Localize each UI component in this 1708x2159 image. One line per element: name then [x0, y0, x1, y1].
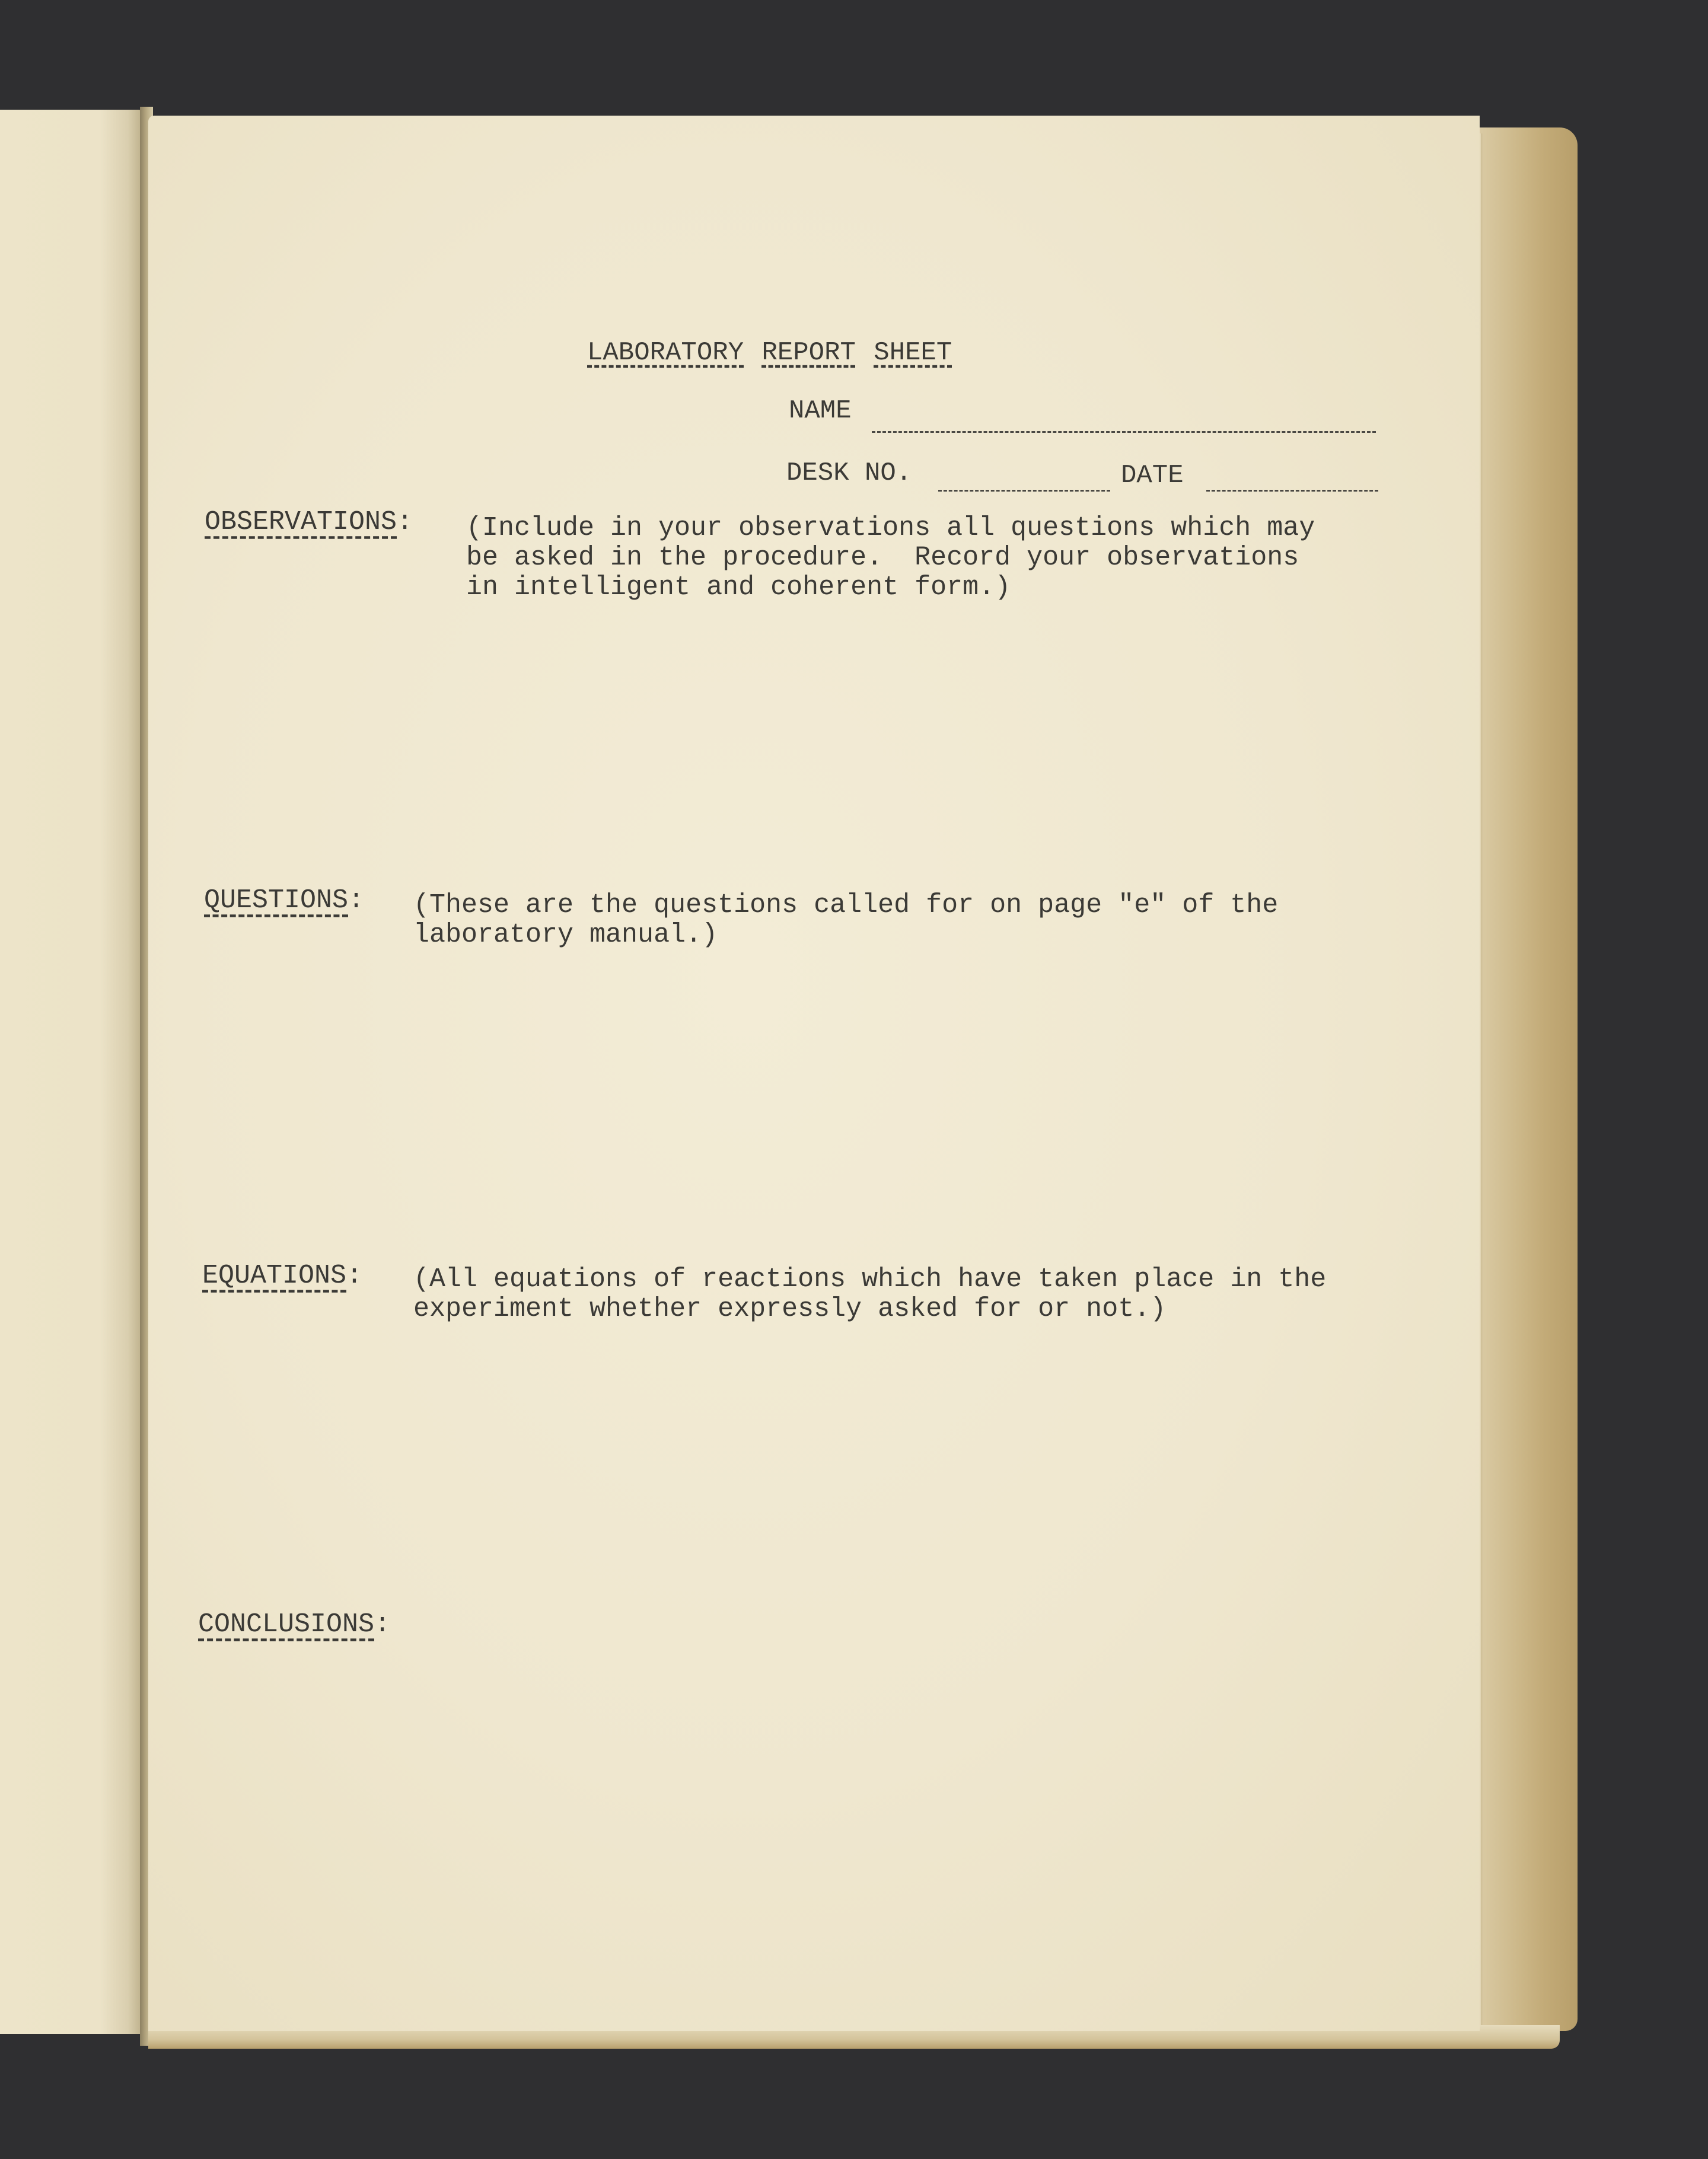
instruction-line: in intelligent and coherent form.) [466, 572, 1011, 602]
desk-number-label: DESK NO. [786, 458, 912, 488]
questions-heading: QUESTIONS: [204, 885, 365, 916]
instruction-line: experiment whether expressly asked for or not.) [413, 1294, 1167, 1324]
instruction-line: (These are the questions called for on page "e" of the [413, 890, 1279, 920]
instruction-line: (All equations of reactions which have taken place in the [413, 1264, 1327, 1294]
date-label: DATE [1121, 461, 1184, 490]
date-blank-line[interactable] [1206, 490, 1378, 492]
title-word: REPORT [761, 338, 856, 368]
conclusions-heading: CONCLUSIONS: [198, 1609, 391, 1640]
title-word: SHEET [874, 338, 952, 368]
equations-label: EQUATIONS [202, 1261, 347, 1291]
page-title [587, 338, 952, 368]
equations-instructions [413, 1265, 1326, 1324]
desk-number-blank-line[interactable] [938, 490, 1110, 492]
name-label: NAME [789, 396, 852, 426]
observations-label: OBSERVATIONS [205, 507, 397, 537]
title-word: LABORATORY [587, 338, 744, 368]
equations-heading: EQUATIONS: [202, 1261, 363, 1291]
instruction-line: laboratory manual.) [413, 920, 718, 950]
name-blank-line[interactable] [872, 431, 1376, 433]
conclusions-label: CONCLUSIONS [198, 1609, 375, 1640]
questions-instructions [413, 891, 1278, 950]
instruction-line: (Include in your observations all questions which may [466, 513, 1315, 543]
left-facing-page [0, 110, 142, 2034]
questions-label: QUESTIONS [204, 885, 349, 916]
observations-heading: OBSERVATIONS: [205, 507, 413, 537]
observations-instructions [466, 514, 1315, 602]
instruction-line: be asked in the procedure. Record your observations [466, 543, 1299, 573]
